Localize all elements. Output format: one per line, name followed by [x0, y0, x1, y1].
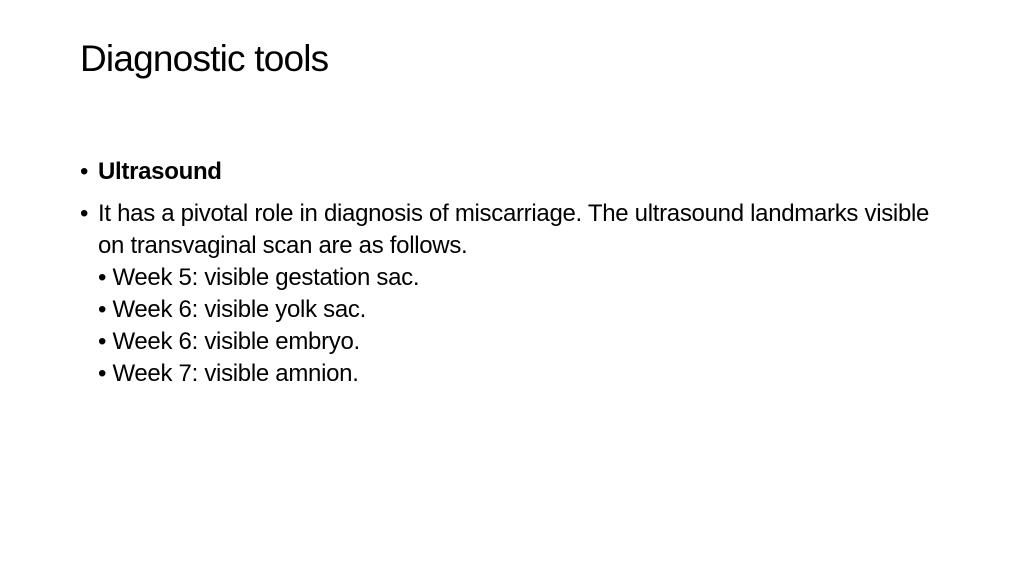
bullet-item-ultrasound — [80, 156, 940, 188]
slide-content — [80, 156, 940, 400]
bullet-icon: • — [80, 200, 89, 227]
list-item: • Week 5: visible gestation sac. — [98, 264, 420, 291]
list-item: • Week 6: visible embryo. — [98, 328, 360, 355]
landmark-list — [98, 262, 940, 390]
bullet-icon: • — [80, 158, 89, 185]
bullet-paragraph: It has a pivotal role in diagnosis of miscarriage. The ultrasound landmarks visible on transvaginal scan are as follows. — [98, 200, 930, 259]
slide-title: Diagnostic tools — [80, 38, 329, 79]
bullet-item-description — [80, 198, 940, 390]
bullet-heading: Ultrasound — [98, 158, 222, 185]
list-item: • Week 6: visible yolk sac. — [98, 296, 366, 323]
list-item: • Week 7: visible amnion. — [98, 360, 359, 387]
